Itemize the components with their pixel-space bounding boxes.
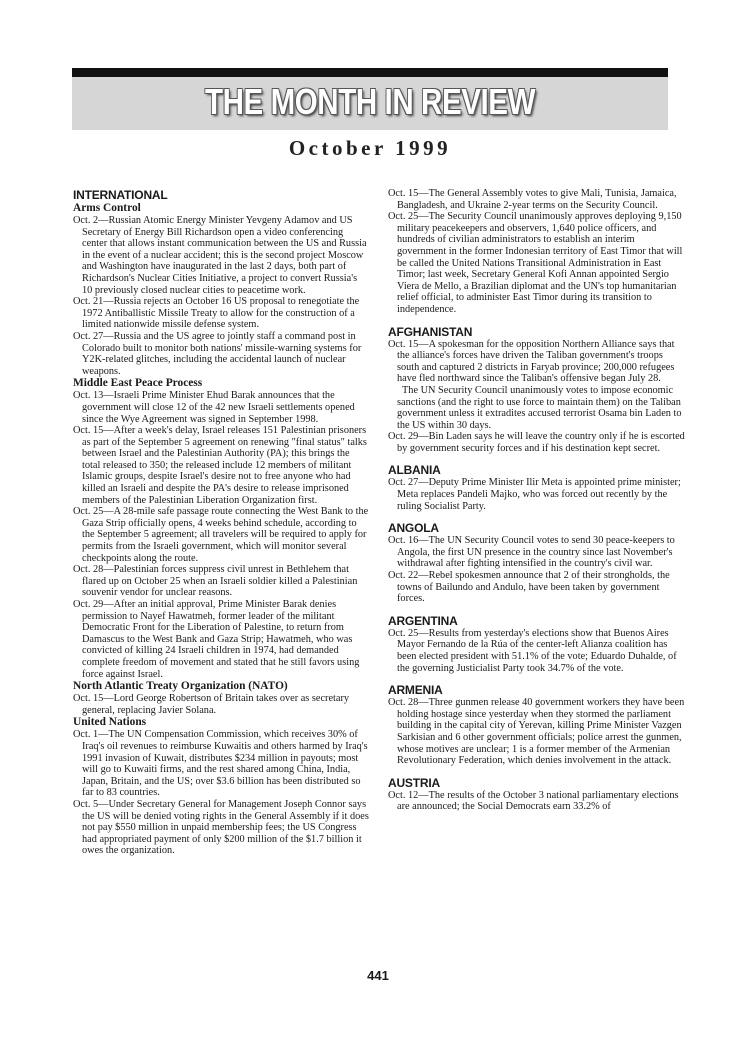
news-entry: Oct. 22—Rebel spokesmen announce that 2 of their strongholds, the towns of Bailundo and Andulo, have been taken by government forces. bbox=[388, 570, 670, 605]
news-entry: Oct. 12—The results of the October 3 national parliamentary elections are announced; the Social Democrats earn 33.2% of bbox=[388, 789, 679, 813]
left-column bbox=[73, 188, 369, 857]
news-entry: Oct. 1—The UN Compensation Commission, which receives 30% of Iraq's oil revenues to reimburse Kuwaitis and others harmed by Iraq's 1991 invasion of Kuwait, distributes $234 million in payouts; most will go to Kuwaiti firms, and the rest shared among China, India, Japan, Britain, and the US; over $3.6 billion has been distributed so far to 83 countries. bbox=[73, 729, 368, 799]
right-column bbox=[388, 188, 686, 813]
section-heading: AFGHANISTAN bbox=[388, 324, 473, 339]
page-number: 441 bbox=[367, 968, 389, 983]
subsection-heading: Arms Control bbox=[73, 202, 141, 214]
entry-paragraph: The UN Security Council unanimously votes to impose economic sanctions (and the right to use force to maintain them) on the Taliban government unless it extradites accused terrorist Osama bin Laden to the US within 30 days. bbox=[397, 384, 682, 431]
subsection-heading: United Nations bbox=[73, 716, 147, 729]
banner-top-rule bbox=[72, 68, 668, 77]
issue-date: October 1999 bbox=[288, 136, 452, 160]
section-heading: ARMENIA bbox=[388, 683, 443, 698]
news-entry: Oct. 27—Russia and the US agree to jointly staff a command post in Colorado built to monitor both nations' missile-warning systems for Y2K-related glitches, including the accidental launch of nuclear weapons. bbox=[73, 330, 362, 377]
news-entry: Oct. 28—Three gunmen release 40 government workers they have been holding hostage since yesterday when they stormed the parliament building in the capital city of Yerevan, killing Prime Minister Vazgen Sarkisian and 6 other government officials; police arrest the gunmen, whose motives are unclear; 1 is a former member of the Armenian Revolutionary Federation, which denies involvement in the attack. bbox=[388, 697, 685, 767]
subsection-heading: Middle East Peace Process bbox=[73, 377, 203, 390]
section-heading: INTERNATIONAL bbox=[73, 188, 168, 202]
news-entry: Oct. 28—Palestinian forces suppress civil unrest in Bethlehem that flared up on October 25 when an Israeli soldier killed a Palestinian souvenir vendor for unclear reasons. bbox=[73, 564, 358, 599]
news-entry: Oct. 15—The General Assembly votes to give Mali, Tunisia, Jamaica, Bangladesh, and Ukraine 2-year terms on the Security Council. bbox=[388, 188, 677, 211]
section-heading: ARGENTINA bbox=[388, 613, 458, 628]
title-banner bbox=[72, 68, 668, 130]
news-entry: Oct. 5—Under Secretary General for Management Joseph Connor says the US will be denied voting rights in the General Assembly if it does not pay $550 million in unpaid membership fees; the US Congress had appropriated payment of only $200 million of the $1.7 billion it owes the organization. bbox=[73, 798, 369, 857]
news-entry: Oct. 25—A 28-mile safe passage route connecting the West Bank to the Gaza Strip officially opens, 4 weeks behind schedule, according to the September 5 agreement; all travelers will be required to apply for permits from the Israeli government, which will monitor several checkpoints along the route. bbox=[73, 506, 369, 564]
news-entry: Oct. 27—Deputy Prime Minister Ilir Meta is appointed prime minister; Meta replaces Pandeli Majko, who was forced out recently by the ruling Socialist Party. bbox=[388, 477, 681, 512]
section-heading: ANGOLA bbox=[388, 521, 439, 536]
news-entry: Oct. 29—After an initial approval, Prime Minister Barak denies permission to Nayef Hawatmeh, former leader of the militant Democratic Front for the Liberation of Palestine, to return from Damascus to the West Bank and Gaza Strip; Hawatmeh, who was convicted of killing 24 Israeli children in 1974, had demanded complete freedom of movement and stated that he still favors using force against Israel. bbox=[73, 599, 360, 680]
news-entry: Oct. 29—Bin Laden says he will leave the country only if he is escorted by government security forces and if his destination kept secret. bbox=[388, 431, 685, 454]
section-heading: ALBANIA bbox=[388, 463, 441, 478]
news-entry: Oct. 2—Russian Atomic Energy Minister Yevgeny Adamov and US Secretary of Energy Bill Richardson open a video conferencing center that allows instant communication between the US and Russia in the event of a nuclear accident; this is the second project Moscow and Washington have inaugurated in the last 2 days, both part of Richardson's Nuclear Cities Initiative, a project to convert Russia's 10 previously closed nuclear cities to peacetime work. bbox=[73, 215, 367, 296]
news-entry: Oct. 16—The UN Security Council votes to send 30 peace-keepers to Angola, the first UN presence in the country since last November's withdrawal after fighting intensified in the country's civil war. bbox=[388, 535, 675, 570]
news-entry: Oct. 21—Russia rejects an October 16 US proposal to renegotiate the 1972 Antiballistic Missile Treaty to allow for the construction of a limited nationwide missile defense system. bbox=[73, 296, 360, 331]
news-entry: Oct. 15—Lord George Robertson of Britain takes over as secretary general, replacing Javier Solana. bbox=[73, 693, 350, 716]
news-entry: Oct. 15—A spokesman for the opposition Northern Alliance says that the alliance's forces have driven the Taliban government's troops south and captured 2 districts in Faryab province; 200,000 refugees have fled northward since the Taliban's offensive began July 28. bbox=[388, 338, 675, 385]
news-entry: Oct. 25—The Security Council unanimously approves deploying 9,150 military peacekeepers and observers, 1,640 police officers, and hundreds of civilian administrators to establish an interim government in the former Indonesian territory of East Timor that will be called the United Nations Transitional Administration in East Timor; last week, Secretary General Kofi Annan appointed Sergio Viera de Mello, a Brazilian diplomat and the UN's top humanitarian relief official, to administer East Timor during its transition to independence. bbox=[388, 211, 683, 315]
news-entry: Oct. 25—Results from yesterday's elections show that Buenos Aires Mayor Fernando de la Rúa of the center-left Alianza coalition has been elected president with 51.1% of the vote; Eduardo Duhalde, of the governing Justicialist Party took 34.7% of the vote. bbox=[388, 627, 677, 674]
news-entry: Oct. 13—Israeli Prime Minister Ehud Barak announces that the government will close 12 of the 42 new Israeli settlements opened since the Wye Agreement was signed in September 1998. bbox=[73, 390, 355, 425]
news-entry: Oct. 15—After a week's delay, Israel releases 151 Palestinian prisoners as part of the September 5 agreement on renewing "final status" talks between Israel and the Palestinian Authority (PA); this brings the total released to 350; the released include 12 members of militant Islamic groups, despite Israel's desire not to free anyone who had killed an Israeli and despite the PA's desire to release imprisoned members of the Palestinian Liberation Organization first. bbox=[73, 425, 367, 506]
subsection-heading: North Atlantic Treaty Organization (NATO) bbox=[73, 680, 288, 693]
section-heading: AUSTRIA bbox=[388, 775, 440, 790]
page-title: THE MONTH IN REVIEW bbox=[204, 81, 536, 122]
